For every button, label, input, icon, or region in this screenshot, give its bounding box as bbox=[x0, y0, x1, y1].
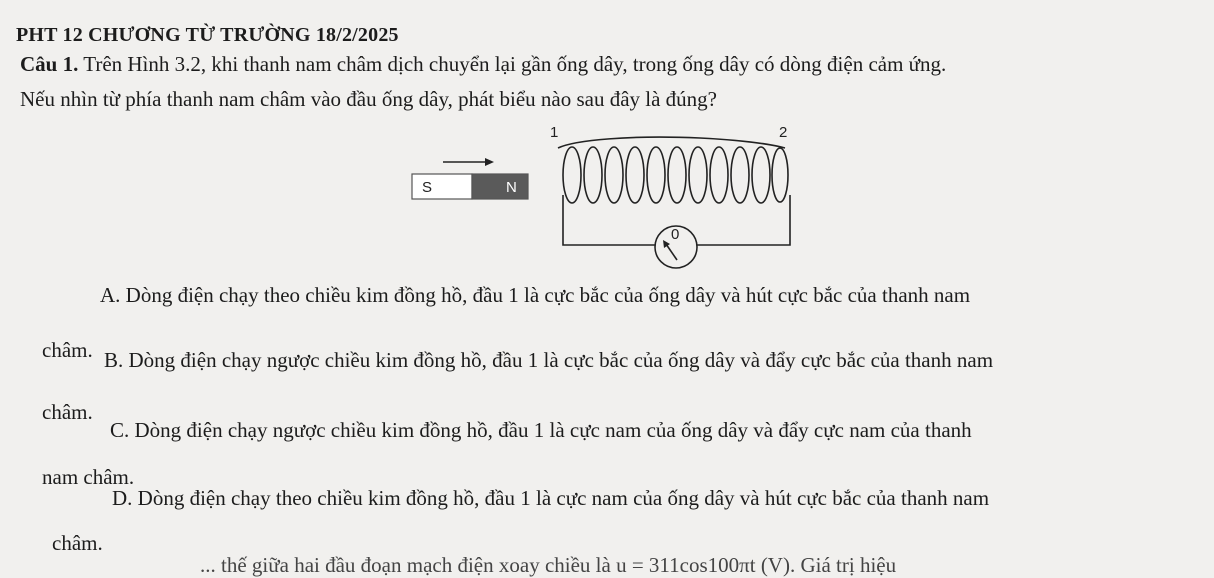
option-a-line-1: A. Dòng điện chạy theo chiều kim đồng hồ, đầu 1 là cực bắc của ống dây và hút cực bắc của thanh nam bbox=[100, 283, 971, 307]
magnet-north-label: N bbox=[506, 179, 517, 196]
option-d-line-1: D. Dòng điện chạy theo chiều kim đồng hồ, đầu 1 là cực nam của ống dây và hút cực bắc của thanh nam bbox=[112, 486, 990, 510]
option-c-line-2: nam châm. bbox=[42, 465, 135, 489]
question-line-1 bbox=[20, 52, 946, 77]
option-d-line-2: châm. bbox=[52, 531, 103, 555]
question-line-2: Nếu nhìn từ phía thanh nam châm vào đầu ống dây, phát biểu nào sau đây là đúng? bbox=[20, 87, 717, 111]
option-a-line-2: châm. bbox=[42, 338, 93, 362]
motion-arrow-icon bbox=[443, 158, 494, 166]
next-question-partial: ... thế giữa hai đầu đoạn mạch điện xoay chiều là u = 311cos100πt (V). Giá trị hiệu bbox=[200, 553, 897, 577]
figure-magnet-coil bbox=[400, 120, 810, 275]
option-c-line-1: C. Dòng điện chạy ngược chiều kim đồng hồ, đầu 1 là cực nam của ống dây và đẩy cực nam của thanh bbox=[110, 418, 972, 442]
document-title: PHT 12 CHƯƠNG TỪ TRƯỜNG 18/2/2025 bbox=[16, 24, 399, 46]
meter-zero-label: 0 bbox=[671, 226, 680, 243]
coil-end-label-2: 2 bbox=[779, 124, 788, 141]
question-text-1: Trên Hình 3.2, khi thanh nam châm dịch chuyển lại gần ống dây, trong ống dây có dòng điện cảm ứng. bbox=[83, 52, 947, 76]
option-b-line-2: châm. bbox=[42, 400, 93, 424]
option-b-line-1: B. Dòng điện chạy ngược chiều kim đồng hồ, đầu 1 là cực bắc của ống dây và đẩy cực bắc của thanh nam bbox=[104, 348, 994, 372]
coil-end-label-1: 1 bbox=[550, 124, 559, 141]
solenoid-coil bbox=[558, 137, 788, 203]
bar-magnet bbox=[412, 174, 528, 199]
magnet-south-label: S bbox=[422, 179, 433, 196]
galvanometer-icon bbox=[655, 226, 697, 268]
question-number: Câu 1. bbox=[20, 52, 79, 76]
